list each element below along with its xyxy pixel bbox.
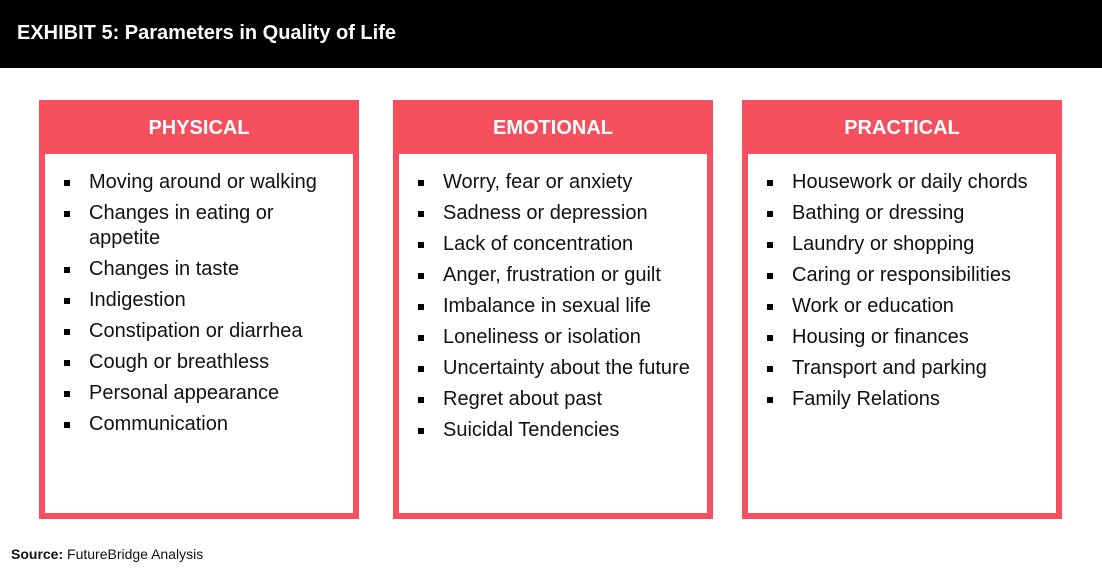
exhibit-title: EXHIBIT 5: Parameters in Quality of Life — [17, 22, 396, 44]
list-item-text: Communication — [89, 413, 228, 435]
list-item-text: Housework or daily chords — [792, 171, 1028, 193]
list-item — [748, 232, 1056, 257]
bullet-icon — [418, 366, 424, 372]
list-item-text: Sadness or depression — [443, 202, 648, 224]
bullet-icon — [64, 391, 70, 397]
list-item — [45, 381, 353, 406]
bullet-icon — [767, 242, 773, 248]
practical-list — [748, 154, 1056, 412]
list-item — [45, 170, 353, 195]
list-item-text: Lack of concentration — [443, 233, 634, 255]
list-item — [45, 201, 353, 251]
bullet-icon — [64, 422, 70, 428]
list-item-text: Constipation or diarrhea — [89, 320, 303, 342]
list-item-text: Suicidal Tendencies — [443, 419, 620, 441]
source-note — [11, 546, 203, 562]
list-item — [399, 356, 707, 381]
list-item — [45, 350, 353, 375]
list-item-text: Regret about past — [443, 388, 602, 410]
list-item — [748, 325, 1056, 350]
bullet-icon — [64, 211, 70, 217]
list-item — [399, 201, 707, 226]
list-item-text: Transport and parking — [792, 357, 987, 379]
list-item — [399, 418, 707, 443]
bullet-icon — [418, 211, 424, 217]
list-item-text: Loneliness or isolation — [443, 326, 641, 348]
bullet-icon — [64, 360, 70, 366]
list-item — [748, 263, 1056, 288]
list-item-text: Cough or breathless — [89, 351, 270, 373]
list-item-text: Uncertainty about the future — [443, 357, 690, 379]
list-item — [399, 387, 707, 412]
bullet-icon — [418, 397, 424, 403]
bullet-icon — [767, 180, 773, 186]
bullet-icon — [767, 397, 773, 403]
list-item-text: Work or education — [792, 295, 954, 317]
list-item — [399, 263, 707, 288]
list-item-text: Indigestion — [89, 289, 186, 311]
list-item-text: Caring or responsibilities — [792, 264, 1011, 286]
card-title-practical: PRACTICAL — [844, 117, 960, 139]
list-item — [45, 257, 353, 282]
list-item — [399, 170, 707, 195]
list-item — [748, 294, 1056, 319]
bullet-icon — [418, 273, 424, 279]
card-title-physical: PHYSICAL — [148, 117, 250, 139]
card-title-emotional: EMOTIONAL — [493, 117, 613, 139]
emotional-list — [399, 154, 707, 443]
list-item-text: Family Relations — [792, 388, 940, 410]
list-item-text: Changes in taste — [89, 258, 240, 280]
bullet-icon — [767, 304, 773, 310]
bullet-icon — [418, 180, 424, 186]
list-item — [748, 356, 1056, 381]
list-item — [45, 288, 353, 313]
list-item-text: Moving around or walking — [89, 171, 317, 193]
card-body-physical — [45, 154, 353, 513]
physical-list — [45, 154, 353, 437]
list-item-text: Personal appearance — [89, 382, 280, 404]
list-item — [45, 412, 353, 437]
card-body-practical — [748, 154, 1056, 513]
list-item — [399, 325, 707, 350]
exhibit-header — [0, 0, 1102, 68]
list-item-text: Anger, frustration or guilt — [443, 264, 661, 286]
card-body-emotional — [399, 154, 707, 513]
bullet-icon — [767, 335, 773, 341]
list-item-text: Worry, fear or anxiety — [443, 171, 633, 193]
bullet-icon — [64, 298, 70, 304]
list-item — [748, 170, 1056, 195]
list-item — [748, 201, 1056, 226]
bullet-icon — [418, 335, 424, 341]
list-item-text: Bathing or dressing — [792, 202, 965, 224]
bullet-icon — [64, 180, 70, 186]
source-label: Source: — [11, 546, 64, 562]
bullet-icon — [64, 329, 70, 335]
list-item — [399, 294, 707, 319]
bullet-icon — [767, 273, 773, 279]
bullet-icon — [418, 428, 424, 434]
bullet-icon — [418, 304, 424, 310]
list-item — [399, 232, 707, 257]
list-item — [748, 387, 1056, 412]
bullet-icon — [767, 211, 773, 217]
list-item-text: Housing or finances — [792, 326, 969, 348]
list-item-text: Imbalance in sexual life — [443, 295, 651, 317]
list-item-text: Changes in eating or appetite — [89, 202, 274, 249]
list-item-text: Laundry or shopping — [792, 233, 975, 255]
source-text: FutureBridge Analysis — [67, 546, 204, 562]
card-practical — [742, 100, 1062, 519]
card-physical — [39, 100, 359, 519]
bullet-icon — [418, 242, 424, 248]
list-item — [45, 319, 353, 344]
bullet-icon — [64, 267, 70, 273]
bullet-icon — [767, 366, 773, 372]
card-emotional — [393, 100, 713, 519]
